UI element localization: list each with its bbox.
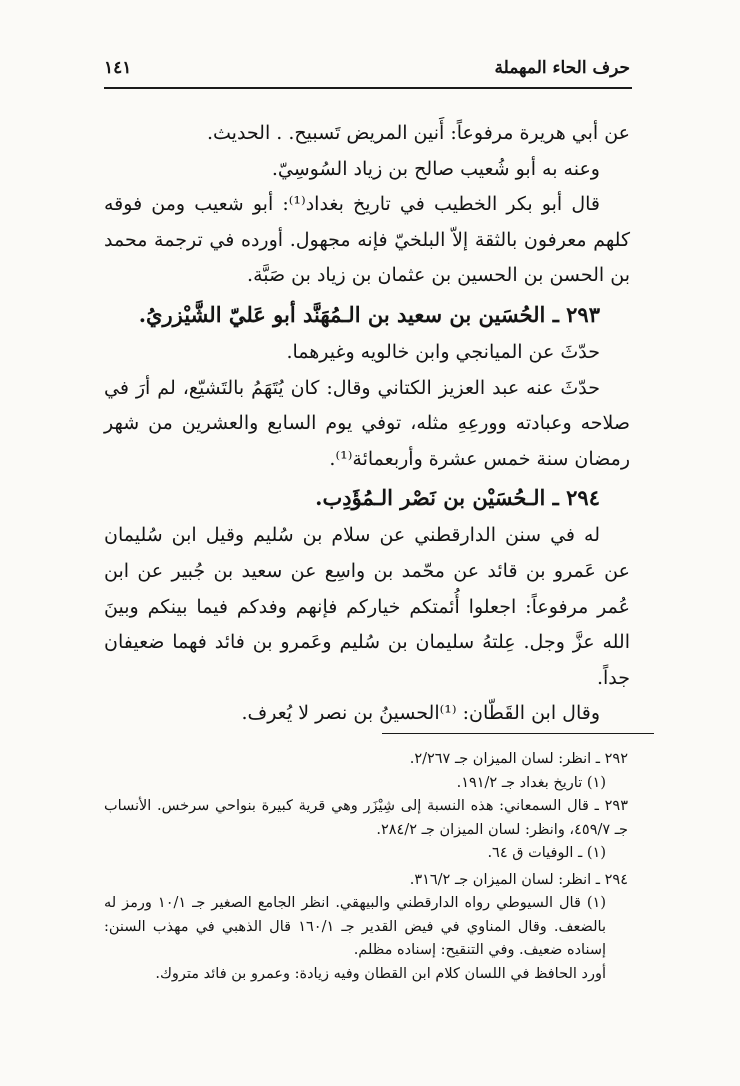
paragraph: عن أبي هريرة مرفوعاً: أَنين المريض تَسبيح. . الحديث. [206, 122, 630, 144]
paragraph: حدّثَ عنه عبد العزيز الكتاني وقال: كان يُتَهَمُ بالتَشيّع، لم أرَ في صلاحه وعبادته وورعِهِ مثله، توفي يوم السابع والعشرين من شهر رمضان سنة خمس عشرة وأربعمائة⁽¹⁾. [104, 376, 630, 470]
paragraph: له في سنن الدارقطني عن سلام بن سُليم وقيل ابن سُليمان عن عَمرو بن قائد عن محّمد بن واسِع عن سعيد بن جُبير عن ابن عُمر مرفوعاً: اجعلوا أُئمتكم خياركم فإنهم وفدكم فيما بينكم وبينَ الله عزَّ وجل. عِلتهُ سليمان بن سُليم وعَمرو بن فائد فهما ضعيفان جداً. [104, 524, 630, 689]
footnote-293: ٢٩٣ ـ قال السمعاني: هذه النسبة إلى شِيْزَر وهي قرية كبيرة بنواحي سرخس. الأنساب جـ ٤٥٩/٧، وانظر: لسان الميزان جـ ٢٨٤/٢. [104, 798, 628, 838]
paragraph: قال أبو بكر الخطيب في تاريخ بغداد⁽¹⁾: أبو شعيب ومن فوقه كلهم معرفون بالثقة إلاّ البلخيّ فإنه مجهول. أورده في ترجمة محمد بن الحسن بن الحسين بن عثمان بن زياد بن صَبَّة. [104, 193, 630, 287]
paragraph: وقال ابن القَطّان: ⁽¹⁾الحسينُ بن نصر لا يُعرف. [241, 702, 600, 725]
page-number: ١٤١ [104, 58, 132, 78]
footnote-294: ٢٩٤ ـ انظر: لسان الميزان جـ ٣١٦/٢. [409, 871, 628, 888]
footnote-293-1: (١) ـ الوفيات ق ٦٤. [487, 845, 606, 861]
entry-heading-294: ٢٩٤ ـ الـحُسَيْن بن نَصْر الـمُؤَدِب. [315, 485, 600, 511]
footnote-292-1: (١) تاريخ بغداد جـ ١٩١/٢. [456, 774, 606, 791]
entry-heading-293: ٢٩٣ ـ الحُسَين بن سعيد بن الـمُهَنَّد أبو عَليّ الشَّيْزريُ. [138, 301, 600, 327]
header-rule [104, 87, 632, 89]
footnote-rule [382, 733, 654, 734]
main-text [104, 116, 630, 732]
chapter-title: حرف الحاء المهملة [494, 58, 630, 78]
footnote-292: ٢٩٢ ـ انظر: لسان الميزان جـ ٢/٢٦٧. [409, 751, 628, 767]
paragraph: حدّثَ عن الميانجي وابن خالويه وغيرهما. [286, 340, 600, 363]
footnotes [104, 748, 628, 986]
footnote-294-1: (١) قال السيوطي رواه الدارقطني والبيهقي. انظر الجامع الصغير جـ ١٠/١ ورمز له بالضعف. وقال المناوي في فيض القدير جـ ١٦٠/١ قال الذهبي في مهذب السنن: إسناده ضعيف. وفي التنقيح: إسناده مظلم. [104, 895, 606, 958]
footnote-294-note: أورد الحافظ في اللسان كلام ابن القطان وفيه زيادة: وعمرو بن فائد متروك. [155, 965, 606, 982]
running-head [104, 58, 630, 78]
paragraph: وعنه به أبو شُعيب صالح بن زياد السُوسِيّ. [271, 157, 600, 180]
